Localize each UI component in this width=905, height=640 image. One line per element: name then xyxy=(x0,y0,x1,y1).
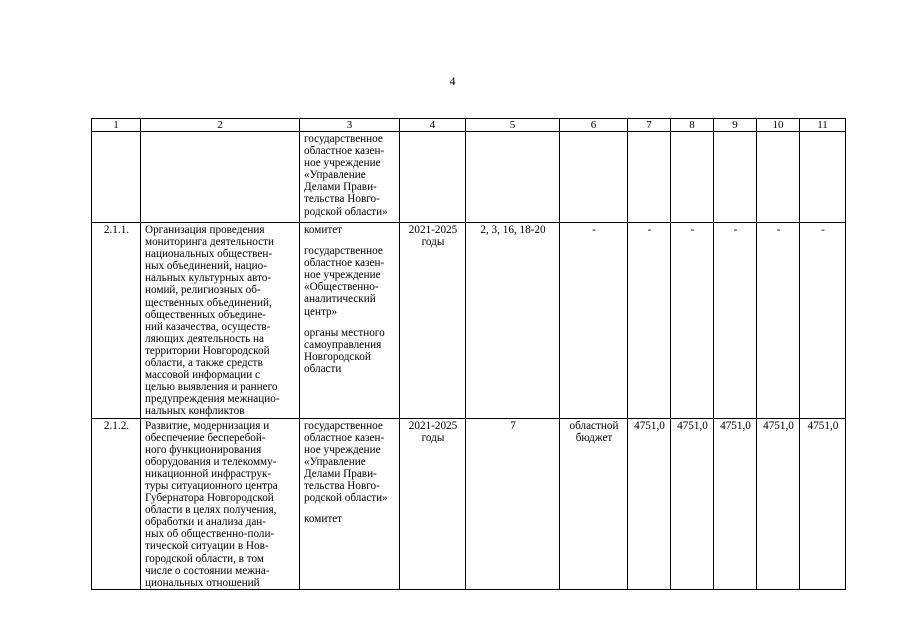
col-header: 2 xyxy=(141,119,300,132)
text-line: ных об общественно-поли- xyxy=(145,528,275,541)
item-number-cell: 2.1.2. xyxy=(92,418,141,589)
text-line: центр» xyxy=(304,305,338,318)
activity-name-cell xyxy=(141,223,300,419)
text-line: областное казен- xyxy=(304,431,385,444)
text-line: ного функционирования xyxy=(145,443,262,456)
text-line: государственное xyxy=(304,133,383,145)
funding-amount-cell: 4751,0 xyxy=(800,418,846,589)
target-indicators-cell xyxy=(466,132,560,223)
col-header: 9 xyxy=(714,119,757,132)
text-line: государственное xyxy=(304,419,383,432)
text-line: тельства Новго- xyxy=(304,193,380,206)
text-line: области xyxy=(304,362,342,375)
text-line: комитет xyxy=(304,513,343,526)
text-line: оборудования и телекомму- xyxy=(145,455,277,468)
funding-amount-cell xyxy=(628,132,671,223)
text-line: «Управление xyxy=(304,169,366,182)
executor-cell xyxy=(300,418,400,589)
target-indicators-cell: 7 xyxy=(466,418,560,589)
text-line: государственное xyxy=(304,245,383,258)
text-line: номий, религиозных об- xyxy=(145,284,261,297)
text-line: Новгородской xyxy=(304,350,371,363)
period-cell xyxy=(400,223,466,419)
funding-source-cell xyxy=(560,418,628,589)
text-line: области, а также средств xyxy=(145,357,263,370)
funding-amount-cell: - xyxy=(757,223,800,419)
col-header: 3 xyxy=(300,119,400,132)
text-line: массовой информации с xyxy=(145,369,261,382)
text-line: «Общественно- xyxy=(304,281,379,294)
funding-amount-cell: - xyxy=(671,223,714,419)
item-number-cell: 2.1.1. xyxy=(92,223,141,419)
col-header: 1 xyxy=(92,119,141,132)
text-line: аналитический xyxy=(304,293,376,306)
text-line: предупреждения межнацио- xyxy=(145,393,280,406)
item-number-cell xyxy=(92,132,141,223)
text-line: ний казачества, осуществ- xyxy=(145,320,271,333)
table-header-row xyxy=(92,119,846,132)
text-line: областное казен- xyxy=(304,257,385,270)
text-line: туры ситуационного центра xyxy=(145,479,278,492)
text-line: циональных отношений xyxy=(145,576,260,589)
period-cell xyxy=(400,418,466,589)
funding-source-cell xyxy=(560,223,628,419)
text-line: щественных объединений, xyxy=(145,296,272,309)
text-line: области в целях получения, xyxy=(145,504,277,517)
text-line: числе о состоянии межна- xyxy=(145,564,270,577)
text-line: Делами Прави- xyxy=(304,467,377,480)
col-header: 6 xyxy=(560,119,628,132)
text-line: городской области, в том xyxy=(145,552,264,565)
text-line: тической ситуации в Нов- xyxy=(145,540,269,553)
text-line: органы местного xyxy=(304,326,385,339)
text-line: ляющих деятельность на xyxy=(145,332,264,345)
text-line: ное учреждение xyxy=(304,269,381,282)
col-header: 7 xyxy=(628,119,671,132)
table-row xyxy=(92,132,846,223)
col-header: 5 xyxy=(466,119,560,132)
text-line: «Управление xyxy=(304,455,366,468)
text-line: областное казен- xyxy=(304,145,385,158)
text-line: национальных обществен- xyxy=(145,248,273,261)
funding-amount-cell xyxy=(800,132,846,223)
activity-name-cell xyxy=(141,418,300,589)
funding-amount-cell: - xyxy=(714,223,757,419)
text-line: годы xyxy=(421,236,445,249)
table-row xyxy=(92,223,846,419)
funding-source-cell xyxy=(560,132,628,223)
text-line: 2021-2025 xyxy=(408,419,458,432)
text-line: ное учреждение xyxy=(304,157,381,170)
target-indicators-cell: 2, 3, 16, 18-20 xyxy=(466,223,560,419)
funding-amount-cell: 4751,0 xyxy=(757,418,800,589)
text-line: 2021-2025 xyxy=(408,224,458,236)
text-line: обработки и анализа дан- xyxy=(145,516,267,529)
text-line: никационной инфраструк- xyxy=(145,467,272,480)
text-line: мониторинга деятельности xyxy=(145,236,274,249)
text-line: бюджет xyxy=(575,431,613,444)
funding-amount-cell xyxy=(671,132,714,223)
period-cell xyxy=(400,132,466,223)
text-line: тельства Новго- xyxy=(304,479,380,492)
text-line: территории Новгородской xyxy=(145,344,270,357)
text-line: общественных объедине- xyxy=(145,308,267,321)
table-row xyxy=(92,418,846,589)
text-line: годы xyxy=(421,431,445,444)
text-line: ное учреждение xyxy=(304,443,381,456)
funding-amount-cell: 4751,0 xyxy=(671,418,714,589)
text-line: - xyxy=(592,224,596,236)
funding-amount-cell xyxy=(714,132,757,223)
funding-amount-cell: - xyxy=(628,223,671,419)
col-header: 4 xyxy=(400,119,466,132)
col-header: 11 xyxy=(800,119,846,132)
text-line: комитет xyxy=(304,224,343,236)
text-line: Развитие, модернизация и xyxy=(145,419,270,432)
text-line: ных объединений, нацио- xyxy=(145,260,267,273)
executor-cell xyxy=(300,132,400,223)
col-header: 10 xyxy=(757,119,800,132)
text-line: Организация проведения xyxy=(145,224,265,236)
funding-amount-cell: 4751,0 xyxy=(628,418,671,589)
text-line: Губернатора Новгородской xyxy=(145,492,274,505)
executor-cell xyxy=(300,223,400,419)
program-table xyxy=(91,118,846,590)
text-line: целью выявления и раннего xyxy=(145,381,278,394)
text-line: родской области» xyxy=(304,205,388,218)
text-line: обеспечение бесперебой- xyxy=(145,431,266,444)
activity-name-cell xyxy=(141,132,300,223)
funding-amount-cell xyxy=(757,132,800,223)
page-number: 4 xyxy=(449,74,456,88)
text-line: самоуправления xyxy=(304,338,382,351)
text-line: нальных культурных авто- xyxy=(145,272,272,285)
col-header: 8 xyxy=(671,119,714,132)
funding-amount-cell: 4751,0 xyxy=(714,418,757,589)
text-line: областной xyxy=(569,419,619,432)
funding-amount-cell: - xyxy=(800,223,846,419)
text-line: Делами Прави- xyxy=(304,181,377,194)
text-line: нальных конфликтов xyxy=(145,405,245,418)
text-line: родской области» xyxy=(304,492,388,505)
